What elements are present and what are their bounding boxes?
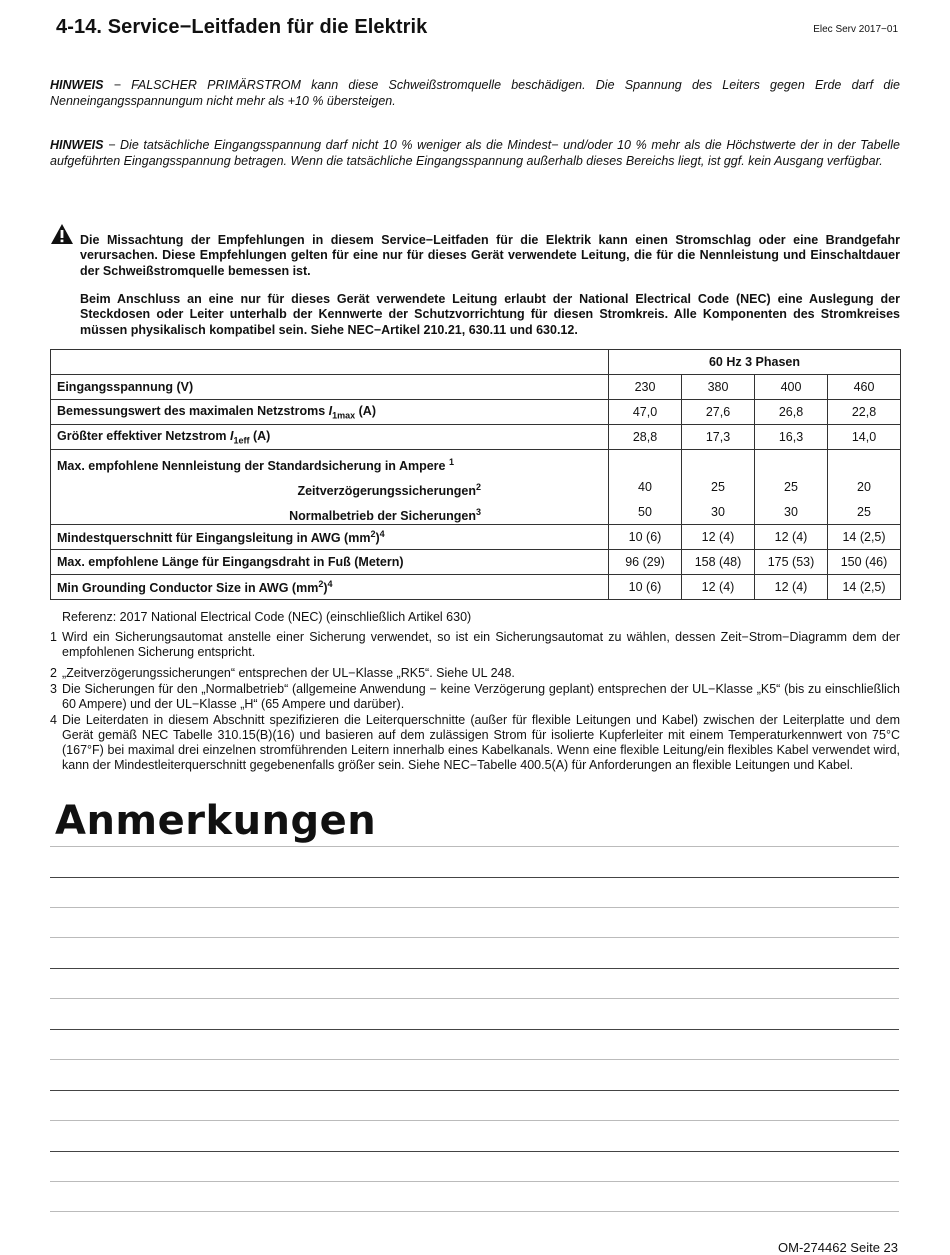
note-line: [50, 998, 899, 999]
normal-value: 30: [784, 504, 798, 519]
row-label: [51, 525, 609, 550]
notice-label: HINWEIS: [50, 78, 104, 92]
footnote-number: 2: [50, 666, 57, 680]
footnote-text: Wird ein Sicherungsautomat anstelle einer Sicherung verwendet, so ist ein Sicherungsautomat zu wählen, dessen Zeit−Strom−Diagramm dem der empfohlenen Sicherung entspricht.: [62, 630, 900, 659]
table-cell: 12 (4): [682, 525, 755, 550]
document-code: Elec Serv 2017−01: [813, 24, 898, 35]
row-label: [51, 450, 609, 525]
table-row-min-size: [51, 525, 901, 550]
label-superscript: 4: [379, 528, 385, 539]
table-cell: [609, 450, 682, 525]
note-line: [50, 907, 899, 908]
label-text: Mindestquerschnitt für Eingangsleitung in AWG (mm: [57, 531, 371, 546]
label-superscript: 3: [475, 506, 481, 517]
table-cell: 14 (2,5): [828, 575, 901, 600]
warning-triangle-icon: [50, 223, 74, 245]
table-cell: 158 (48): [682, 550, 755, 575]
table-cell: 12 (4): [682, 575, 755, 600]
note-line: [50, 877, 899, 878]
notice-text: − Die tatsächliche Eingangsspannung darf nicht 10 % weniger als die Mindest− und/oder 10 % mehr als die Höchstwerte der in der Tabelle aufgeführten Eingangsspannung betragen. Wenn die tatsächliche Eingangsspannung außerhalb dieses Bereichs liegt, ist ggf. kein Ausgang verfügbar.: [50, 138, 900, 168]
time-delay-fuse-label: [51, 475, 608, 500]
notice-input-voltage: [50, 138, 900, 169]
time-delay-value: 25: [711, 479, 725, 494]
note-line: [50, 846, 899, 847]
label-text: ): [323, 581, 328, 596]
notice-text: − FALSCHER PRIMÄRSTROM kann diese Schweißstromquelle beschädigen. Die Spannung des Leiters gegen Erde darf die Nenneingangsspannungum nicht mehr als +10 % übersteigen.: [50, 78, 900, 108]
label-text: Bemessungswert des maximalen Netzstroms: [57, 403, 329, 418]
label-superscript: 4: [327, 578, 333, 589]
table-cell: 460: [828, 375, 901, 400]
table-cell: 22,8: [828, 400, 901, 425]
table-row-fuse: [51, 450, 901, 525]
table-cell: 150 (46): [828, 550, 901, 575]
table-cell: 14,0: [828, 425, 901, 450]
footnote-number: 4: [50, 713, 57, 727]
table-cell: 12 (4): [755, 525, 828, 550]
normal-fuse-label: [51, 500, 608, 525]
warning-paragraph-1: Die Missachtung der Empfehlungen in diesem Service−Leitfaden für die Elektrik kann einen Stromschlag oder eine Brandgefahr verursachen. Diese Empfehlungen gelten für eine nur für dieses Gerät verwendete Leitung, die für die Nennleistung und Einschaltdauer der Schweißstromquelle bemessen ist.: [80, 233, 900, 278]
label-unit: (A): [249, 428, 271, 443]
label-text: ): [375, 531, 380, 546]
note-line: [50, 1181, 899, 1182]
label-text: Max. empfohlene Nennleistung der Standardsicherung in Ampere: [57, 459, 446, 474]
table-row-imax: [51, 400, 901, 425]
footnote-text: Die Sicherungen für den „Normalbetrieb“ (allgemeine Anwendung − keine Verzögerung geplant) entsprechen der UL−Klasse „K5“ (bis zu einschließlich 60 Ampere) und der UL−Klasse „H“ (65 Ampere und darüber).: [62, 682, 900, 711]
frequency-phase-header: 60 Hz 3 Phasen: [609, 350, 901, 375]
page-footer: OM-274462 Seite 23: [778, 1240, 898, 1255]
electrical-service-table: [50, 349, 901, 600]
row-label: Eingangsspannung (V): [51, 375, 609, 400]
table-cell: [51, 350, 609, 375]
label-superscript: 1: [448, 457, 454, 467]
footnote-3: [50, 682, 900, 712]
table-cell: 14 (2,5): [828, 525, 901, 550]
table-cell: 10 (6): [609, 575, 682, 600]
label-superscript: 2: [318, 578, 324, 589]
footnote-text: Die Leiterdaten in diesem Abschnitt spezifizieren die Leiterquerschnitte (außer für flexible Leitungen und Kabel) zwischen der Leiterplatte und dem Gerät gemäß NEC Tabelle 310.15(B)(16) und basieren auf dem zulässigen Strom für isolierte Kupferleiter mit einem Temperaturkennwert von 75°C (167°F) bei maximal drei einzelnen stromführenden Leitern innerhalb eines Kabelkanals. Wenn eine flexible Leitung/ein flexibles Kabel verwendet wird, kann der Mindestleiterquerschnitt gegebenenfalls größer sein. Siehe NEC−Tabelle 400.5(A) für Anforderungen an flexible Leitungen und Kabel.: [62, 713, 900, 772]
label-symbol: I: [229, 428, 234, 443]
table-cell: 47,0: [609, 400, 682, 425]
table-cell: 17,3: [682, 425, 755, 450]
reference-note: Referenz: 2017 National Electrical Code (NEC) (einschließlich Artikel 630): [62, 610, 472, 624]
row-label: [51, 425, 609, 450]
normal-value: 50: [638, 504, 652, 519]
label-text: Zeitverzögerungssicherungen: [297, 483, 476, 498]
note-line: [50, 937, 899, 938]
normal-value: 25: [857, 504, 871, 519]
label-subscript: 1eff: [233, 435, 250, 446]
label-superscript: 2: [370, 528, 376, 539]
table-row-grounding: [51, 575, 901, 600]
table-cell: 380: [682, 375, 755, 400]
footnote-text: „Zeitverzögerungssicherungen“ entsprechen der UL−Klasse „RK5“. Siehe UL 248.: [62, 666, 515, 680]
table-cell: 16,3: [755, 425, 828, 450]
warning-paragraph-2: Beim Anschluss an eine nur für dieses Gerät verwendete Leitung erlaubt der National Electrical Code (NEC) eine Auslegung der Steckdosen oder Leiter unterhalb der Kennwerte der Schutzvorrichtung für diesen Stromkreis. Alle Komponenten des Stromkreises müssen physikalisch kompatibel sein. Siehe NEC−Artikel 210.21, 630.11 und 630.12.: [80, 292, 900, 337]
notice-label: HINWEIS: [50, 138, 104, 152]
time-delay-value: 40: [638, 479, 652, 494]
note-line: [50, 968, 899, 969]
row-label: [51, 400, 609, 425]
label-unit: (A): [355, 403, 376, 418]
notice-primary-current: [50, 78, 900, 109]
label-text: Min Grounding Conductor Size in AWG (mm: [57, 581, 319, 596]
table-cell: 10 (6): [609, 525, 682, 550]
note-line: [50, 1029, 899, 1030]
section-title: 4-14. Service−Leitfaden für die Elektrik: [56, 16, 428, 38]
table-cell: 230: [609, 375, 682, 400]
table-cell: 12 (4): [755, 575, 828, 600]
notes-heading: Anmerkungen: [55, 798, 377, 844]
table-cell: [828, 450, 901, 525]
table-cell: 175 (53): [755, 550, 828, 575]
footnote-number: 3: [50, 682, 57, 696]
label-superscript: 2: [475, 481, 481, 492]
table-cell: 28,8: [609, 425, 682, 450]
footnote-4: [50, 713, 900, 773]
note-line: [50, 1211, 899, 1212]
label-symbol: I: [328, 403, 333, 418]
note-line: [50, 1059, 899, 1060]
label-text: Größter effektiver Netzstrom: [57, 428, 230, 443]
table-row-max-length: [51, 550, 901, 575]
table-cell: [755, 450, 828, 525]
footnote-2: [50, 666, 900, 681]
normal-value: 30: [711, 504, 725, 519]
label-subscript: 1max: [332, 410, 356, 421]
note-line: [50, 1120, 899, 1121]
row-label: [51, 575, 609, 600]
table-row-ieff: [51, 425, 901, 450]
table-cell: 26,8: [755, 400, 828, 425]
fuse-label: [51, 450, 608, 475]
table-cell: 400: [755, 375, 828, 400]
note-line: [50, 1090, 899, 1091]
time-delay-value: 20: [857, 479, 871, 494]
label-text: Normalbetrieb der Sicherungen: [289, 508, 476, 523]
table-row: [51, 350, 901, 375]
table-cell: 96 (29): [609, 550, 682, 575]
note-line: [50, 1151, 899, 1152]
footnote-number: 1: [50, 630, 57, 644]
time-delay-value: 25: [784, 479, 798, 494]
table-cell: 27,6: [682, 400, 755, 425]
table-cell: [682, 450, 755, 525]
footnote-1: [50, 630, 900, 660]
table-row-voltage: [51, 375, 901, 400]
row-label: Max. empfohlene Länge für Eingangsdraht in Fuß (Metern): [51, 550, 609, 575]
